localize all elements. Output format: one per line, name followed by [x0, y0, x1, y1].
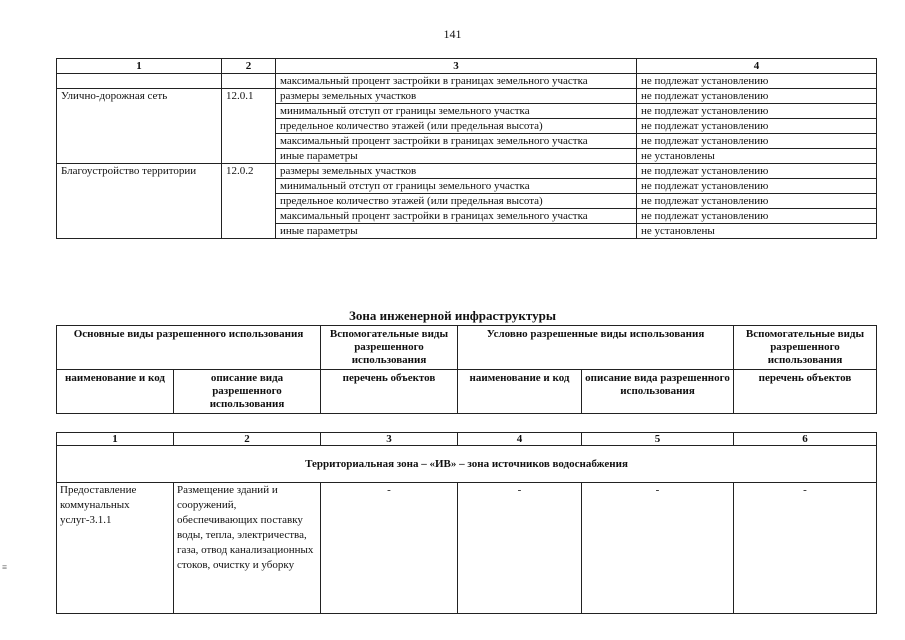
description-header-2: описание вида разрешенного использования — [582, 370, 734, 414]
table-cell: не подлежат установлению — [637, 209, 877, 224]
table-cell: размеры земельных участков — [276, 164, 637, 179]
table-cell: не подлежат установлению — [637, 164, 877, 179]
table-cell: Улично-дорожная сеть — [57, 89, 222, 164]
table-cell: не установлены — [637, 149, 877, 164]
table-cell: - — [734, 483, 877, 614]
zone-name: Территориальная зона – «ИВ» – зона источников водоснабжения — [57, 446, 877, 483]
description-header: описание вида разрешенного использования — [174, 370, 321, 414]
params-table-header — [57, 59, 877, 74]
zone-table-header — [57, 433, 877, 446]
table-row — [57, 74, 877, 89]
header-cell: 1 — [57, 59, 222, 74]
margin-mark: ≡ — [2, 562, 8, 572]
sub-header-row — [57, 370, 877, 414]
conditional-uses-header: Условно разрешенные виды использования — [458, 326, 734, 370]
header-cell: 2 — [174, 433, 321, 446]
params-table — [56, 58, 877, 239]
zone-table — [56, 432, 877, 614]
table-cell: не подлежат установлению — [637, 119, 877, 134]
table-cell: 12.0.2 — [222, 164, 276, 239]
table-cell: не подлежат установлению — [637, 89, 877, 104]
table-cell: минимальный отступ от границы земельного участка — [276, 179, 637, 194]
table-cell: размеры земельных участков — [276, 89, 637, 104]
table-cell: максимальный процент застройки в границах земельного участка — [276, 134, 637, 149]
table-cell: не подлежат установлению — [637, 134, 877, 149]
table-cell: максимальный процент застройки в границах земельного участка — [276, 209, 637, 224]
aux-uses-header-2: Вспомогательные виды разрешенного использования — [734, 326, 877, 370]
use-types-header-table — [56, 325, 877, 414]
table-cell — [222, 74, 276, 89]
table-cell — [57, 74, 222, 89]
table-cell: - — [321, 483, 458, 614]
table-cell: иные параметры — [276, 149, 637, 164]
table-cell: не подлежат установлению — [637, 179, 877, 194]
main-uses-header: Основные виды разрешенного использования — [57, 326, 321, 370]
name-code-header-2: наименование и код — [458, 370, 582, 414]
table-cell: - — [582, 483, 734, 614]
zone-name-row — [57, 446, 877, 483]
use-name-code: Предоставление коммунальных услуг-3.1.1 — [57, 483, 174, 614]
table-cell: не подлежат установлению — [637, 104, 877, 119]
table-row — [57, 164, 877, 179]
objects-list-header: перечень объектов — [321, 370, 458, 414]
aux-uses-header: Вспомогательные виды разрешенного использования — [321, 326, 458, 370]
header-cell: 3 — [276, 59, 637, 74]
page-number: 141 — [443, 27, 462, 41]
table-cell: иные параметры — [276, 224, 637, 239]
header-cell: 1 — [57, 433, 174, 446]
header-cell: 4 — [637, 59, 877, 74]
header-cell: 5 — [582, 433, 734, 446]
table-cell: не подлежат установлению — [637, 194, 877, 209]
header-cell: 3 — [321, 433, 458, 446]
group-header-row — [57, 326, 877, 370]
table-cell: максимальный процент застройки в границах земельного участка — [276, 74, 637, 89]
zone-title: Зона инженерной инфраструктуры — [349, 308, 556, 323]
table-cell: предельное количество этажей (или предельная высота) — [276, 119, 637, 134]
table-cell: не подлежат установлению — [637, 74, 877, 89]
table-cell: не установлены — [637, 224, 877, 239]
table-cell: - — [458, 483, 582, 614]
use-description: Размещение зданий и сооружений, обеспечивающих поставку воды, тепла, электричества, газа, отвод канализационных стоков, очистку и уборку — [174, 483, 321, 614]
name-code-header: наименование и код — [57, 370, 174, 414]
table-row — [57, 483, 877, 614]
header-cell: 4 — [458, 433, 582, 446]
table-cell: Благоустройство территории — [57, 164, 222, 239]
objects-list-header-2: перечень объектов — [734, 370, 877, 414]
header-cell: 6 — [734, 433, 877, 446]
header-cell: 2 — [222, 59, 276, 74]
table-row — [57, 89, 877, 104]
table-cell: минимальный отступ от границы земельного участка — [276, 104, 637, 119]
table-cell: предельное количество этажей (или предельная высота) — [276, 194, 637, 209]
table-cell: 12.0.1 — [222, 89, 276, 164]
